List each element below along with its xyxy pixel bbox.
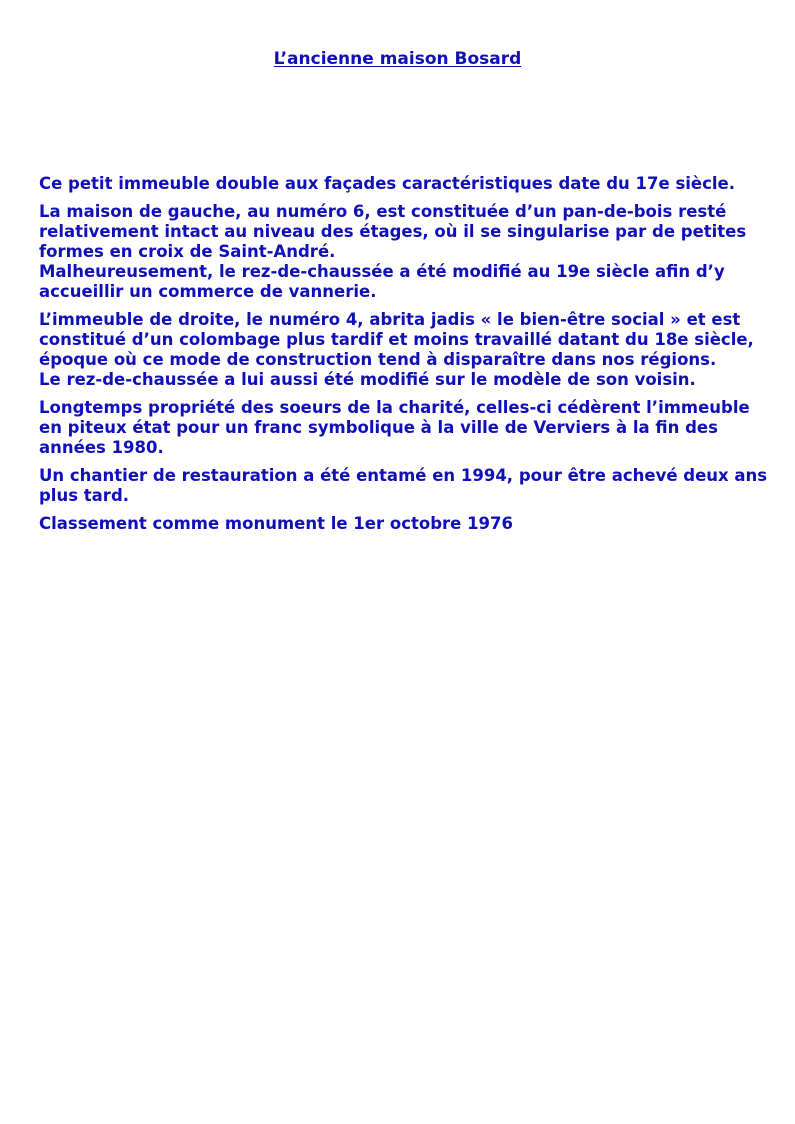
document-body	[39, 174, 768, 542]
text-line: Longtemps propriété des soeurs de la charité, celles-ci cédèrent l’immeuble	[39, 398, 750, 417]
paragraph-right-house	[39, 310, 755, 390]
text-line: Classement comme monument le 1er octobre 1976	[39, 514, 514, 533]
text-line: Ce petit immeuble double aux façades caractéristiques date du 17e siècle.	[39, 174, 736, 193]
paragraph-left-house	[39, 202, 755, 302]
paragraph-restoration	[39, 466, 768, 506]
text-line: constitué d’un colombage plus tardif et moins travaillé datant du 18e siècle,	[39, 330, 754, 349]
text-line: Un chantier de restauration a été entamé en 1994, pour être achevé deux ans	[39, 466, 768, 485]
text-line: Malheureusement, le rez-de-chaussée a été modifié au 19e siècle afin d’y	[39, 262, 725, 281]
text-line: en piteux état pour un franc symbolique à la ville de Verviers à la fin des	[39, 418, 718, 437]
paragraph-classification	[39, 514, 755, 534]
text-line: accueillir un commerce de vannerie.	[39, 282, 377, 301]
text-line: relativement intact au niveau des étages, où il se singularise par de petites	[39, 222, 747, 241]
text-line: époque où ce mode de construction tend à disparaître dans nos régions.	[39, 350, 717, 369]
paragraph-ownership	[39, 398, 755, 458]
text-line: années 1980.	[39, 438, 164, 457]
paragraph-intro	[39, 174, 755, 194]
text-line: La maison de gauche, au numéro 6, est constituée d’un pan-de-bois resté	[39, 202, 727, 221]
page-title	[0, 48, 795, 70]
text-line: plus tard.	[39, 486, 130, 505]
text-line: Le rez-de-chaussée a lui aussi été modifié sur le modèle de son voisin.	[39, 370, 696, 389]
text-line: formes en croix de Saint-André.	[39, 242, 336, 261]
title-link[interactable]: L’ancienne maison Bosard	[273, 49, 522, 69]
text-line: L’immeuble de droite, le numéro 4, abrita jadis « le bien-être social » et est	[39, 310, 741, 329]
